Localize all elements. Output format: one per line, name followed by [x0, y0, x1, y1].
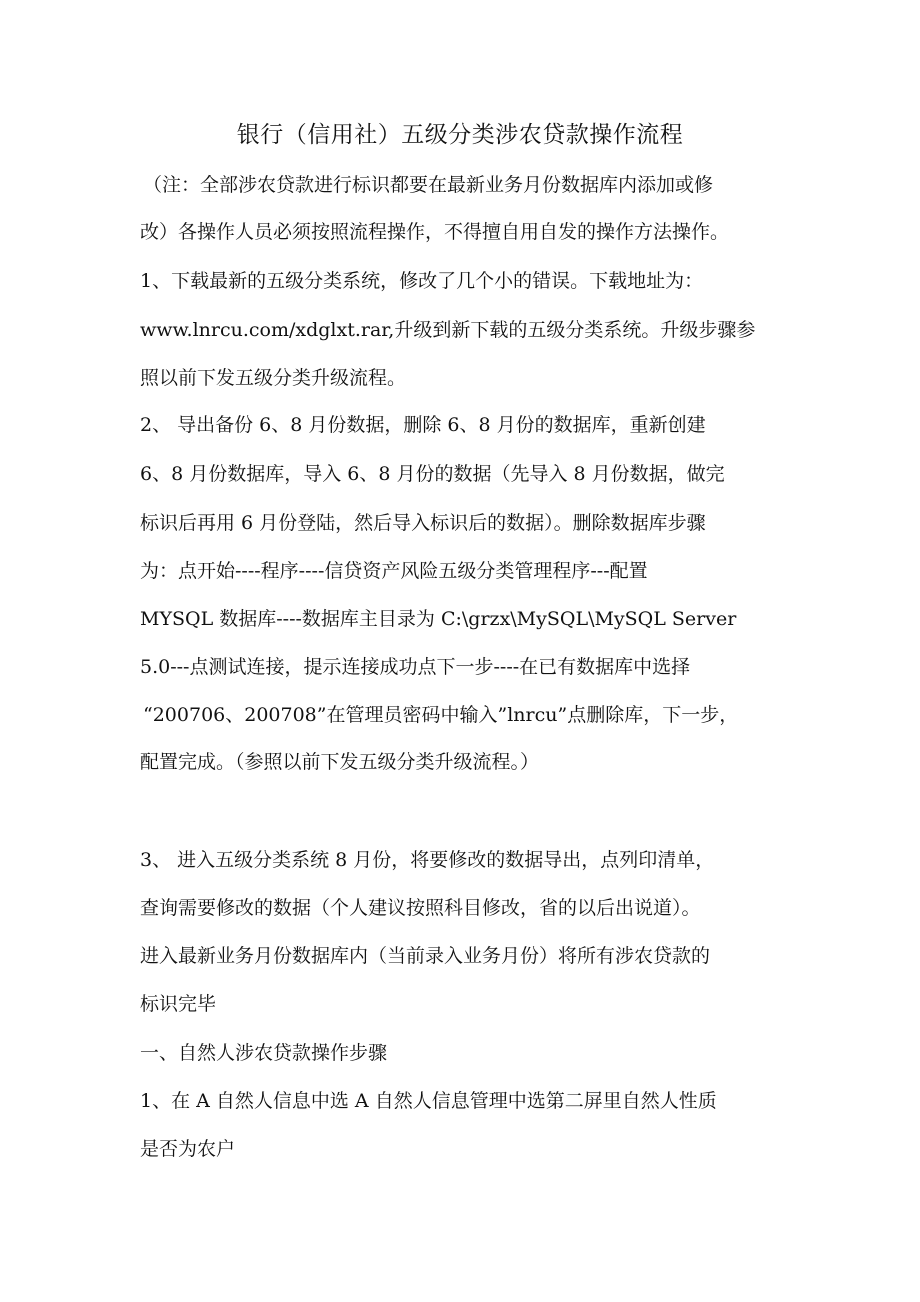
paragraph-line: 5.0---点测试连接，提示连接成功点下一步----在已有数据库中选择 — [140, 656, 691, 678]
paragraph-line: MYSQL 数据库----数据库主目录为 C:\grzx\MySQL\MySQL Server — [140, 608, 737, 630]
paragraph-line: 标识后再用 6 月份登陆，然后导入标识后的数据）。删除数据库步骤 — [140, 512, 706, 534]
paragraph-line: www.lnrcu.com/xdglxt.rar,升级到新下载的五级分类系统。升级步骤参 — [140, 319, 756, 341]
paragraph-line: 为：点开始----程序----信贷资产风险五级分类管理程序---配置 — [140, 560, 648, 582]
section-heading: 一、自然人涉农贷款操作步骤 — [140, 1042, 388, 1064]
paragraph-line: 标识完毕 — [140, 993, 217, 1015]
paragraph-line: “200706、200708”在管理员密码中输入”lnrcu”点删除库，下一步， — [143, 704, 739, 726]
paragraph-line: 1、下载最新的五级分类系统，修改了几个小的错误。下载地址为： — [140, 270, 704, 292]
paragraph-line: 3、 进入五级分类系统 8 月份，将要修改的数据导出，点列印清单， — [140, 849, 715, 871]
paragraph-line: 查询需要修改的数据（个人建议按照科目修改，省的以后出说道）。 — [140, 897, 701, 919]
paragraph-line: （注：全部涉农贷款进行标识都要在最新业务月份数据库内添加或修 — [143, 174, 714, 196]
paragraph-line: 1、在 A 自然人信息中选 A 自然人信息管理中选第二屏里自然人性质 — [140, 1090, 717, 1112]
paragraph-line: 配置完成。（参照以前下发五级分类升级流程。） — [140, 751, 540, 773]
document-title: 银行（信用社）五级分类涉农贷款操作流程 — [236, 122, 684, 148]
paragraph-line: 改）各操作人员必须按照流程操作，不得擅自用自发的操作方法操作。 — [140, 221, 730, 243]
paragraph-line: 进入最新业务月份数据库内（当前录入业务月份）将所有涉农贷款的 — [140, 945, 711, 967]
paragraph-line: 6、8 月份数据库，导入 6、8 月份的数据（先导入 8 月份数据，做完 — [140, 463, 725, 485]
paragraph-line: 照以前下发五级分类升级流程。 — [140, 367, 407, 389]
paragraph-line: 2、 导出备份 6、8 月份数据，删除 6、8 月份的数据库，重新创建 — [140, 414, 706, 436]
paragraph-line: 是否为农户 — [140, 1138, 236, 1160]
